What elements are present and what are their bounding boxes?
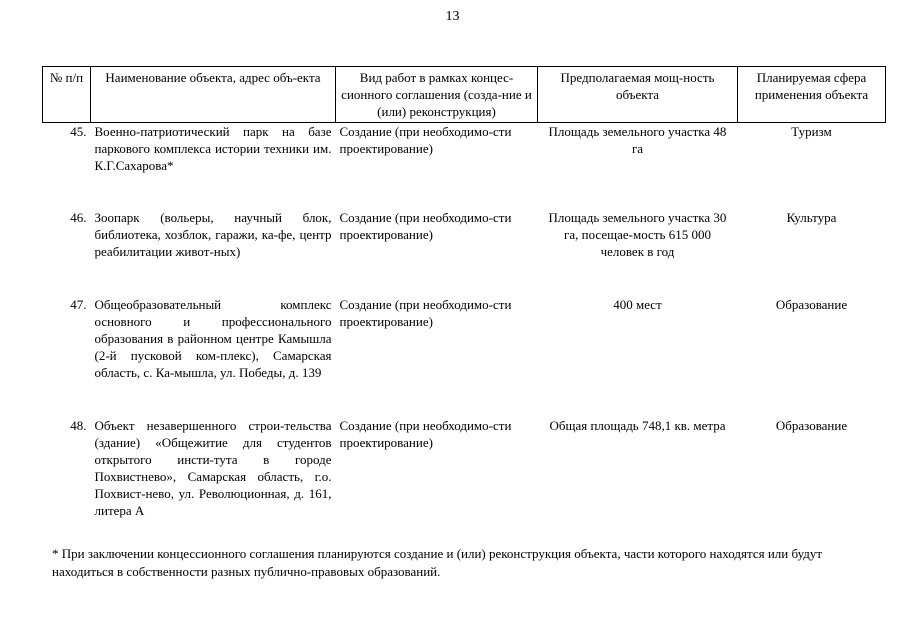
object-name: Зоопарк (вольеры, научный блок, библиотека, хозблок, гаражи, ка-фе, центр реабилитации живот-ных) xyxy=(94,210,332,259)
table-row xyxy=(43,209,886,296)
object-capacity: Площадь земельного участка 30 га, посещае-мость 615 000 человек в год xyxy=(548,210,727,259)
work-type: Создание (при необходимо-сти проектирование) xyxy=(339,210,512,242)
table-row xyxy=(43,123,886,210)
object-name: Военно-патриотический парк на базе паркового комплекса истории техники им. К.Г.Сахарова* xyxy=(94,124,332,173)
table-header-row xyxy=(43,67,886,123)
page-number: 13 xyxy=(445,9,460,24)
object-capacity: 400 мест xyxy=(613,297,662,312)
application-sphere: Образование xyxy=(775,418,848,433)
application-sphere: Культура xyxy=(786,210,837,225)
header-capacity: Предполагаемая мощ-ность объекта xyxy=(538,67,738,123)
object-name: Объект незавершенного строи-тельства (здание) «Общежитие для студентов открытого инсти-тута в городе Похвистнево», Самарская область, г.о. Похвист-нево, ул. Революционная, д. 161, литера А xyxy=(94,418,332,518)
work-type: Создание (при необходимо-сти проектирование) xyxy=(339,124,512,156)
object-capacity: Общая площадь 748,1 кв. метра xyxy=(549,418,726,433)
table-row xyxy=(43,296,886,417)
table-row xyxy=(43,417,886,537)
header-object-name: Наименование объекта, адрес объ-екта xyxy=(91,67,336,123)
object-capacity: Площадь земельного участка 48 га xyxy=(548,124,727,156)
header-work-type: Вид работ в рамках концес-сионного соглашения (созда-ние и (или) реконструкция) xyxy=(336,67,538,123)
row-number: 48. xyxy=(70,418,87,433)
application-sphere: Образование xyxy=(775,297,848,312)
header-number: № п/п xyxy=(43,67,91,123)
header-sphere: Планируемая сфера применения объекта xyxy=(738,67,886,123)
footnote: * При заключении концессионного соглашения планируются создание и (или) реконструкция объекта, части которого находятся или будут находиться в собственности разных публично-правовых образований. xyxy=(52,546,823,579)
work-type: Создание (при необходимо-сти проектирование) xyxy=(339,418,512,450)
work-type: Создание (при необходимо-сти проектирование) xyxy=(339,297,512,329)
row-number: 45. xyxy=(70,124,87,139)
application-sphere: Туризм xyxy=(791,124,832,139)
row-number: 47. xyxy=(70,297,87,312)
row-number: 46. xyxy=(70,210,87,225)
concession-objects-table xyxy=(42,66,886,537)
object-name: Общеобразовательный комплекс основного и профессионального образования в районном центре Камышла (2-й пусковой ком-плекс), Самарская область, с. Ка-мышла, ул. Победы, д. 139 xyxy=(94,297,332,380)
